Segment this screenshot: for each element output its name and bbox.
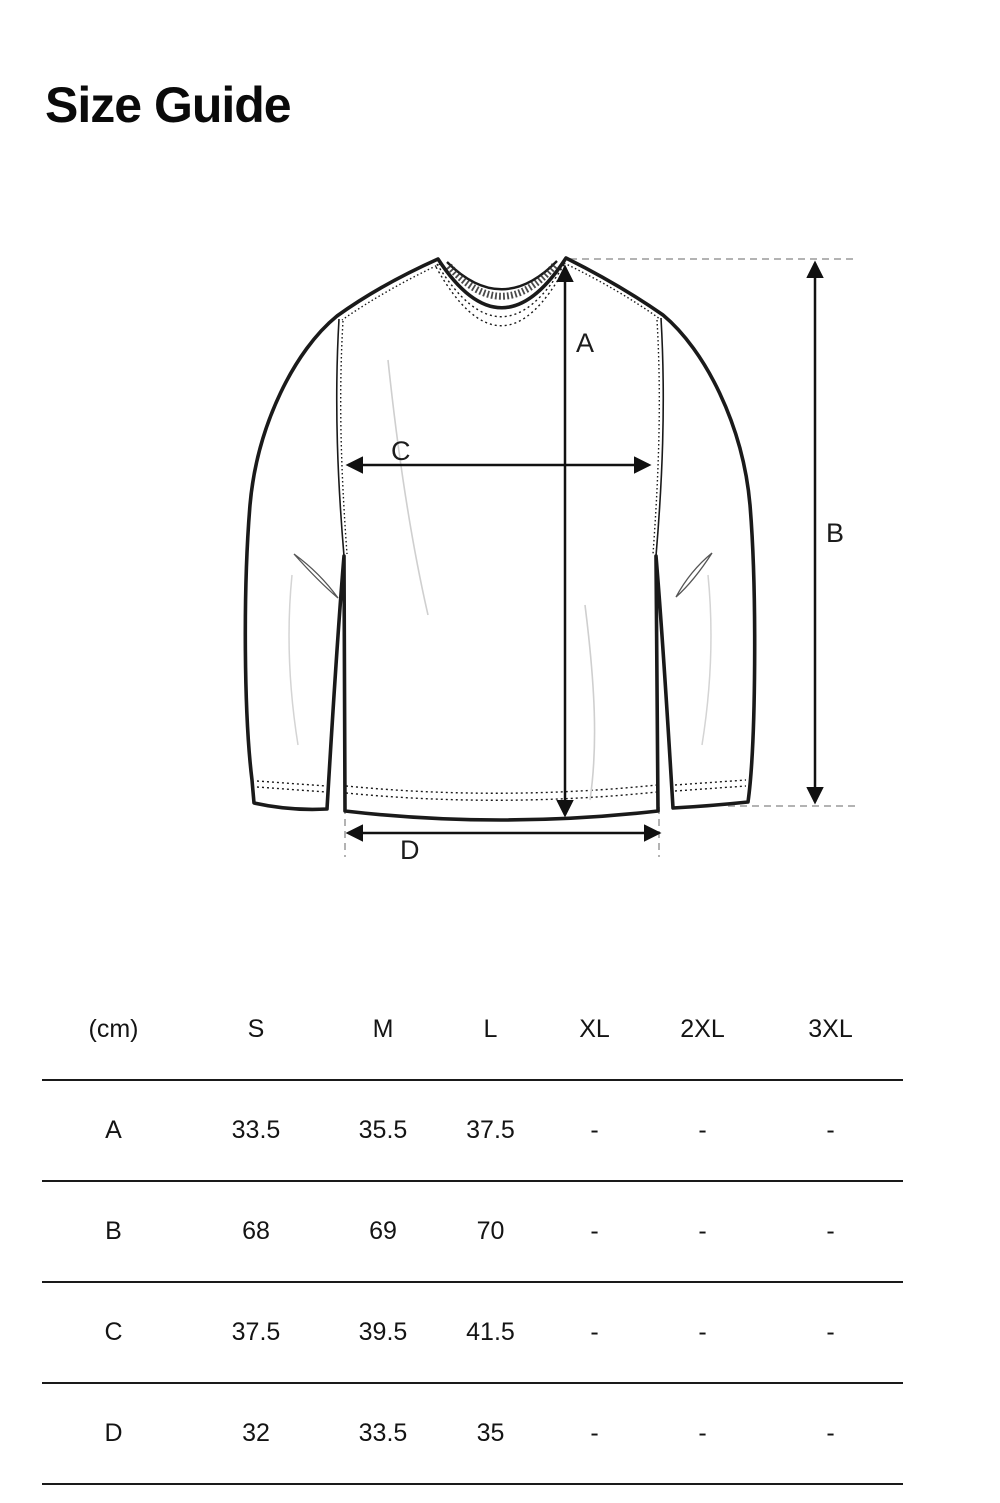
- cell: 33.5: [358, 1419, 408, 1447]
- shirt-outline: [245, 258, 754, 820]
- col-header-l: L: [483, 1015, 498, 1043]
- size-table-header-row: [42, 980, 903, 1080]
- cell: 35.5: [358, 1116, 408, 1144]
- col-header-m: M: [372, 1015, 394, 1043]
- cell: 32: [242, 1419, 270, 1447]
- cell: -: [826, 1318, 835, 1346]
- cell: -: [826, 1217, 835, 1245]
- cell: -: [826, 1419, 835, 1447]
- col-header-xl: XL: [579, 1015, 610, 1043]
- label-b: B: [826, 518, 845, 548]
- garment-diagram: [0, 245, 1000, 885]
- cell: 33.5: [231, 1116, 281, 1144]
- size-table: [42, 980, 903, 1485]
- page-title: Size Guide: [45, 77, 291, 133]
- cell: -: [590, 1217, 599, 1245]
- cell: -: [698, 1318, 707, 1346]
- cell: -: [590, 1116, 599, 1144]
- cell: -: [590, 1318, 599, 1346]
- cell: 41.5: [466, 1318, 515, 1346]
- cell: -: [698, 1419, 707, 1447]
- col-header-2xl: 2XL: [680, 1015, 725, 1043]
- cell: 70: [476, 1217, 505, 1245]
- col-header-3xl: 3XL: [808, 1015, 853, 1043]
- cell: 68: [242, 1217, 270, 1245]
- table-row-a: [42, 1080, 903, 1181]
- row-label: A: [105, 1116, 122, 1144]
- garment-diagram-svg: [0, 245, 1000, 885]
- label-a: A: [576, 328, 595, 358]
- row-label: D: [104, 1419, 123, 1447]
- cell: 37.5: [231, 1318, 281, 1346]
- row-label: B: [105, 1217, 122, 1245]
- cell: 37.5: [466, 1116, 515, 1144]
- unit-header-cell: (cm): [88, 1015, 139, 1043]
- cell: -: [698, 1217, 707, 1245]
- label-d: D: [400, 835, 420, 865]
- cell: 35: [476, 1419, 505, 1447]
- cell: -: [590, 1419, 599, 1447]
- cell: 39.5: [358, 1318, 408, 1346]
- col-header-s: S: [247, 1015, 265, 1043]
- cell: -: [698, 1116, 707, 1144]
- cell: -: [826, 1116, 835, 1144]
- cell: 69: [369, 1217, 397, 1245]
- table-row-d: [42, 1383, 903, 1484]
- table-row-b: [42, 1181, 903, 1282]
- label-c: C: [391, 436, 411, 466]
- row-label: C: [104, 1318, 123, 1346]
- table-row-c: [42, 1282, 903, 1383]
